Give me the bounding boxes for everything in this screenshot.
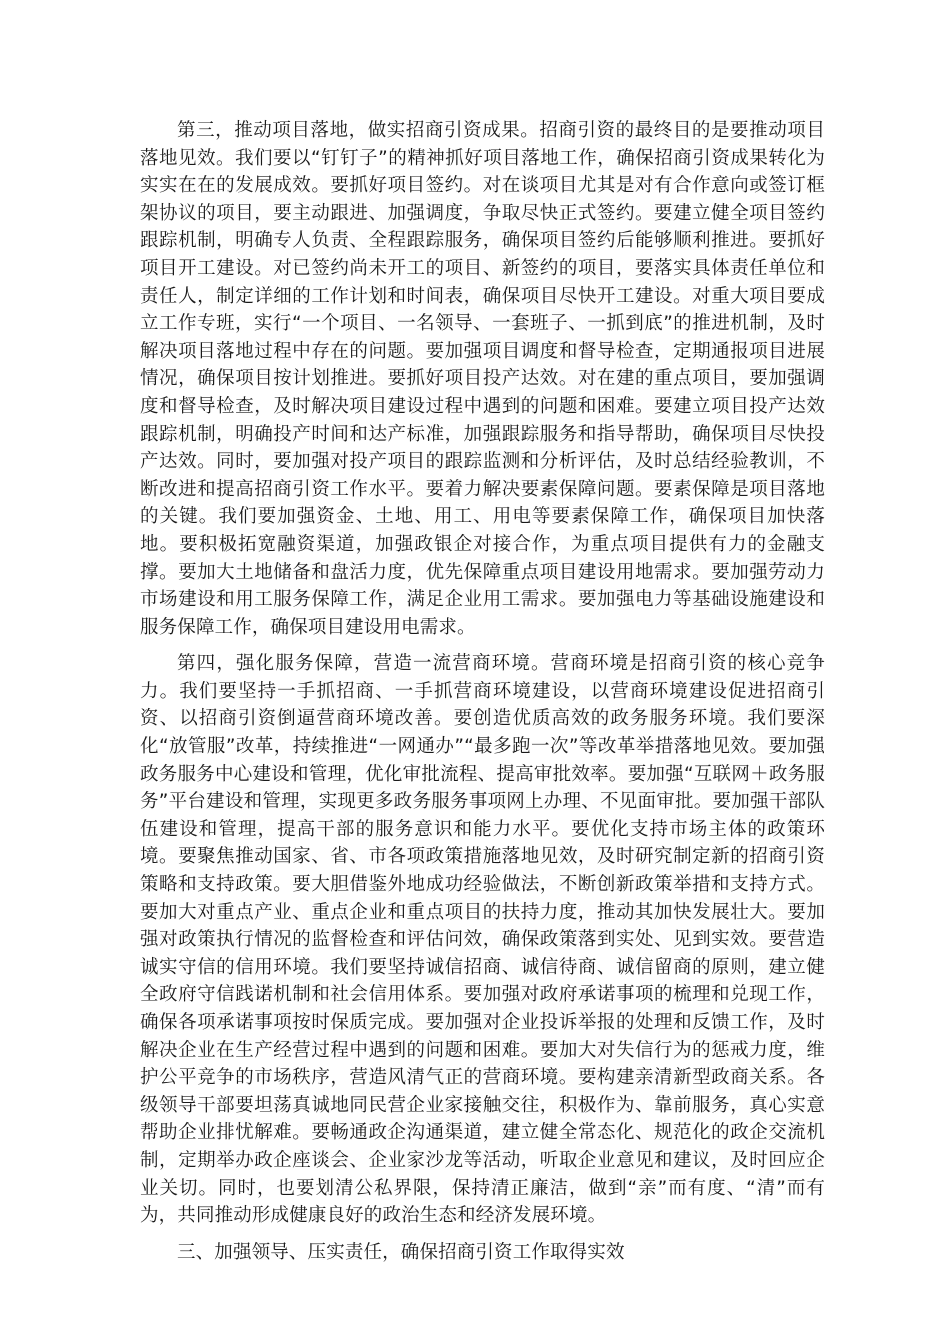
paragraph-business-environment: 第四，强化服务保障，营造一流营商环境。营商环境是招商引资的核心竞争力。我们要坚持一手抓招商、一手抓营商环境建设，以营商环境建设促进招商引资、以招商引资倒逼营商环境改善。要创造优质高效的政务服务环境。我们要深化“放管服”改革，持续推进“一网通办”“最多跑一次”等改革举措落地见效。要加强政务服务中心建设和管理，优化审批流程、提高审批效率。要加强“互联网＋政务服务”平台建设和管理，实现更多政务服务事项网上办理、不见面审批。要加强干部队伍建设和管理，提高干部的服务意识和能力水平。要优化支持市场主体的政策环境。要聚焦推动国家、省、市各项政策措施落地见效，及时研究制定新的招商引资策略和支持政策。要大胆借鉴外地成功经验做法，不断创新政策举措和支持方式。要加大对重点产业、重点企业和重点项目的扶持力度，推动其加快发展壮大。要加强对政策执行情况的监督检查和评估问效，确保政策落到实处、见到实效。要营造诚实守信的信用环境。我们要坚持诚信招商、诚信待商、诚信留商的原则，建立健全政府守信践诺机制和社会信用体系。要加强对政府承诺事项的梳理和兑现工作，确保各项承诺事项按时保质完成。要加强对企业投诉举报的处理和反馈工作，及时解决企业在生产经营过程中遇到的问题和困难。要加大对失信行为的惩戒力度，维护公平竞争的市场秩序，营造风清气正的营商环境。要构建亲清新型政商关系。各级领导干部要坦荡真诚地同民营企业家接触交往，积极作为、靠前服务，真心实意帮助企业排忧解难。要畅通政企沟通渠道，建立健全常态化、规范化的政企交流机制，定期举办政企座谈会、企业家沙龙等活动，听取企业意见和建议，及时回应企业关切。同时，也要划清公私界限，保持清正廉洁，做到“亲”而有度、“清”而有为，共同推动形成健康良好的政治生态和经济发展环境。 [140, 653, 825, 1227]
paragraph-project-landing: 第三，推动项目落地，做实招商引资成果。招商引资的最终目的是要推动项目落地见效。我们要以“钉钉子”的精神抓好项目落地工作，确保招商引资成果转化为实实在在的发展成效。要抓好项目签约。对在谈项目尤其是对有合作意向或签订框架协议的项目，要主动跟进、加强调度，争取尽快正式签约。要建立健全项目签约跟踪机制，明确专人负责、全程跟踪服务，确保项目签约后能够顺利推进。要抓好项目开工建设。对已签约尚未开工的项目、新签约的项目，要落实具体责任单位和责任人，制定详细的工作计划和时间表，确保项目尽快开工建设。对重大项目要成立工作专班，实行“一个项目、一名领导、一套班子、一抓到底”的推进机制，及时解决项目落地过程中存在的问题。要加强项目调度和督导检查，定期通报项目进展情况，确保项目按计划推进。要抓好项目投产达效。对在建的重点项目，要加强调度和督导检查，及时解决项目建设过程中遇到的问题和困难。要建立项目投产达效跟踪机制，明确投产时间和达产标准，加强跟踪服务和指导帮助，确保项目尽快投产达效。同时，要加强对投产项目的跟踪监测和分析评估，及时总结经验教训，不断改进和提高招商引资工作水平。要着力解决要素保障问题。要素保障是项目落地的关键。我们要加强资金、土地、用工、用电等要素保障工作，确保项目加快落地。要积极拓宽融资渠道，加强政银企对接合作，为重点项目提供有力的金融支撑。要加大土地储备和盘活力度，优先保障重点项目建设用地需求。要加强劳动力市场建设和用工服务保障工作，满足企业用工需求。要加强电力等基础设施建设和服务保障工作，确保项目建设用电需求。 [140, 120, 825, 638]
document-body [140, 117, 825, 1266]
section-heading: 三、加强领导、压实责任，确保招商引资工作取得实效 [177, 1241, 625, 1263]
